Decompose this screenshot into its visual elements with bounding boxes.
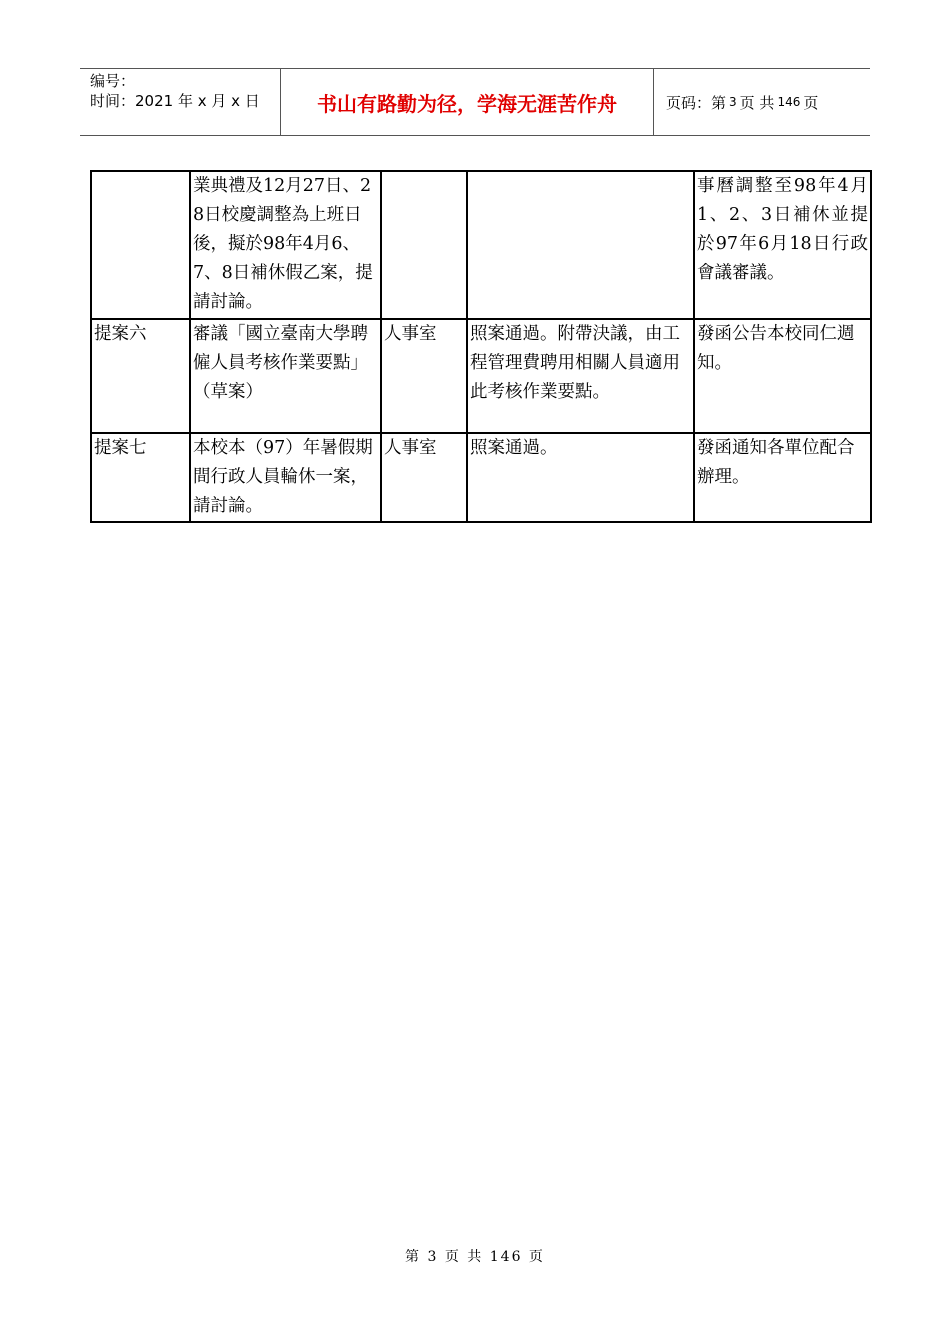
proposal-action: 發函通知各單位配合辦理。 (694, 433, 871, 522)
header-motto: 书山有路勤为径，学海无涯苦作舟 (281, 69, 654, 135)
proposal-content: 業典禮及12月27日、28日校慶調整為上班日後，擬於98年4月6、7、8日補休假乙案，提請討論。 (190, 171, 381, 319)
table-row (91, 319, 871, 433)
table-row (91, 171, 871, 319)
proposal-label: 提案六 (91, 319, 190, 433)
page-header (80, 68, 870, 136)
document-time: 时间：2021 年 x 月 x 日 (90, 92, 260, 110)
page-mid: 页 共 (739, 93, 775, 112)
page-prefix: 页码：第 (666, 93, 727, 112)
proposal-content: 審議「國立臺南大學聘僱人員考核作業要點」（草案） (190, 319, 381, 433)
proposal-label: 提案七 (91, 433, 190, 522)
proposal-resolution: 照案通過。 (467, 433, 694, 522)
page-suffix: 页 (803, 93, 819, 112)
document-number-label: 编号： (90, 72, 136, 90)
page-total: 146 (777, 95, 801, 109)
page-footer: 第 3 页 共 146 页 (405, 1249, 545, 1265)
page-current: 3 (729, 95, 737, 109)
proposal-resolution (467, 171, 694, 319)
proposal-unit (381, 171, 467, 319)
proposal-unit: 人事室 (381, 433, 467, 522)
header-page-info (654, 69, 870, 135)
proposal-table (90, 170, 872, 523)
proposal-action: 發函公告本校同仁週知。 (694, 319, 871, 433)
proposal-label (91, 171, 190, 319)
proposal-action: 事曆調整至98年4月1、2、3日補休並提於97年6月18日行政會議審議。 (694, 171, 871, 319)
proposal-resolution: 照案通過。附帶決議，由工程管理費聘用相關人員適用此考核作業要點。 (467, 319, 694, 433)
header-meta (80, 69, 281, 135)
table-row (91, 433, 871, 522)
proposal-unit: 人事室 (381, 319, 467, 433)
proposal-content: 本校本（97）年暑假期間行政人員輪休一案，請討論。 (190, 433, 381, 522)
